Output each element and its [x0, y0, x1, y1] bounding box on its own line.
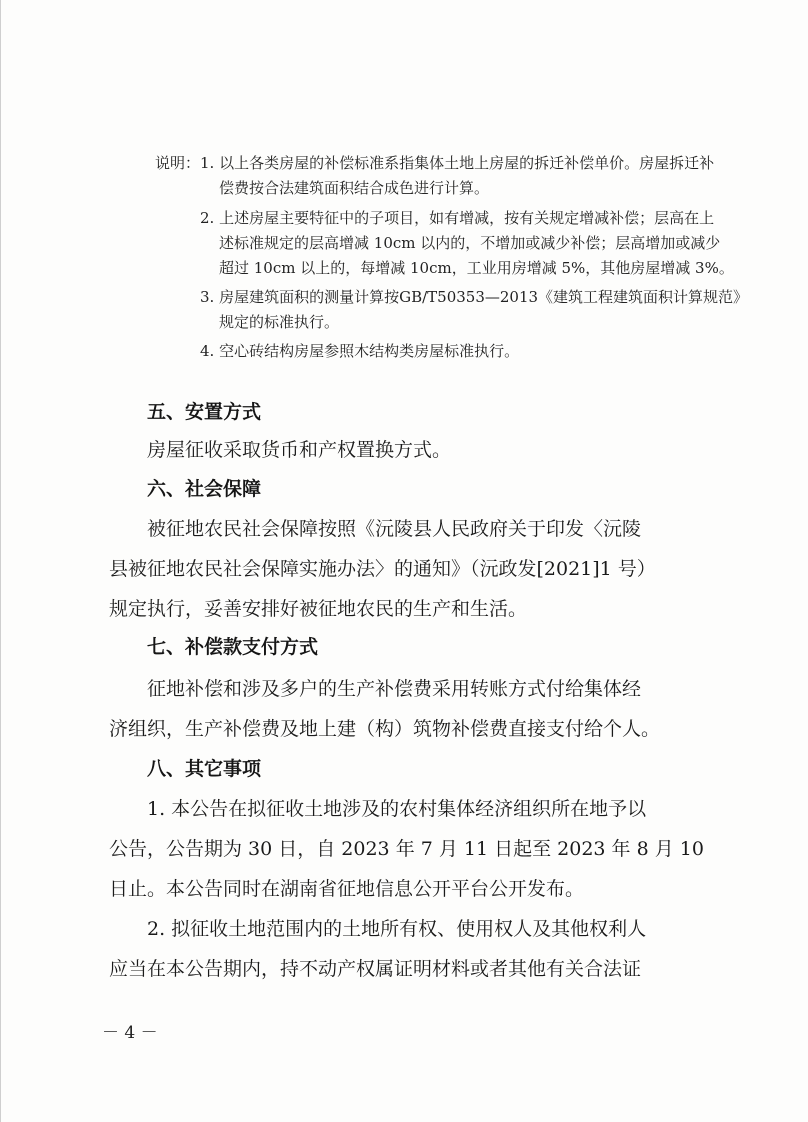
notes-label: 说明： — [155, 154, 201, 172]
note-2-line-3: 超过 10cm 以上的，每增减 10cm，工业用房增减 5%，其他房屋增减 3%。 — [219, 259, 734, 277]
section-5-heading: 五、安置方式 — [147, 401, 262, 423]
section-6-line-1: 被征地农民社会保障按照《沅陵县人民政府关于印发〈沅陵 — [147, 518, 642, 540]
note-2-line-1: 2. 上述房屋主要特征中的子项目，如有增减，按有关规定增减补偿；层高在上 — [200, 209, 715, 227]
page-number: － 4 － — [102, 1023, 158, 1043]
section-8-item-2-line-2: 应当在本公告期内，持不动产权属证明材料或者其他有关合法证 — [109, 958, 642, 980]
section-5-paragraph: 房屋征收采取货币和产权置换方式。 — [147, 439, 452, 461]
section-6-line-2: 县被征地农民社会保障实施办法〉的通知》（沅政发[2021]1 号） — [109, 558, 656, 580]
section-6-heading: 六、社会保障 — [147, 478, 262, 500]
section-8-item-1-line-3: 日止。本公告同时在湖南省征地信息公开平台公开发布。 — [109, 878, 585, 900]
section-8-item-1-line-1: 1. 本公告在拟征收土地涉及的农村集体经济组织所在地予以 — [147, 798, 647, 820]
note-3-line-1: 3. 房屋建筑面积的测量计算按GB/T50353—2013《建筑工程建筑面积计算规范》 — [200, 288, 749, 306]
section-8-item-1-line-2: 公告，公告期为 30 日，自 2023 年 7 月 11 日起至 2023 年 8 月 10 — [109, 838, 704, 860]
note-1-line-1: 1. 以上各类房屋的补偿标准系指集体土地上房屋的拆迁补偿单价。房屋拆迁补 — [200, 154, 715, 172]
note-1-line-2: 偿费按合法建筑面积结合成色进行计算。 — [219, 179, 490, 197]
section-8-heading: 八、其它事项 — [147, 758, 262, 780]
section-7-line-2: 济组织，生产补偿费及地上建（构）筑物补偿费直接支付给个人。 — [109, 718, 661, 740]
section-6-line-3: 规定执行，妥善安排好被征地农民的生产和生活。 — [109, 598, 528, 620]
note-2-line-2: 述标准规定的层高增减 10cm 以内的，不增加或减少补偿；层高增加或减少 — [219, 234, 721, 252]
note-3-line-2: 规定的标准执行。 — [219, 313, 340, 331]
note-4-line-1: 4. 空心砖结构房屋参照木结构类房屋标准执行。 — [200, 342, 520, 360]
section-7-heading: 七、补偿款支付方式 — [147, 636, 319, 658]
section-7-line-1: 征地补偿和涉及多户的生产补偿费采用转账方式付给集体经 — [147, 678, 642, 700]
section-8-item-2-line-1: 2. 拟征收土地范围内的土地所有权、使用权人及其他权利人 — [147, 918, 647, 940]
